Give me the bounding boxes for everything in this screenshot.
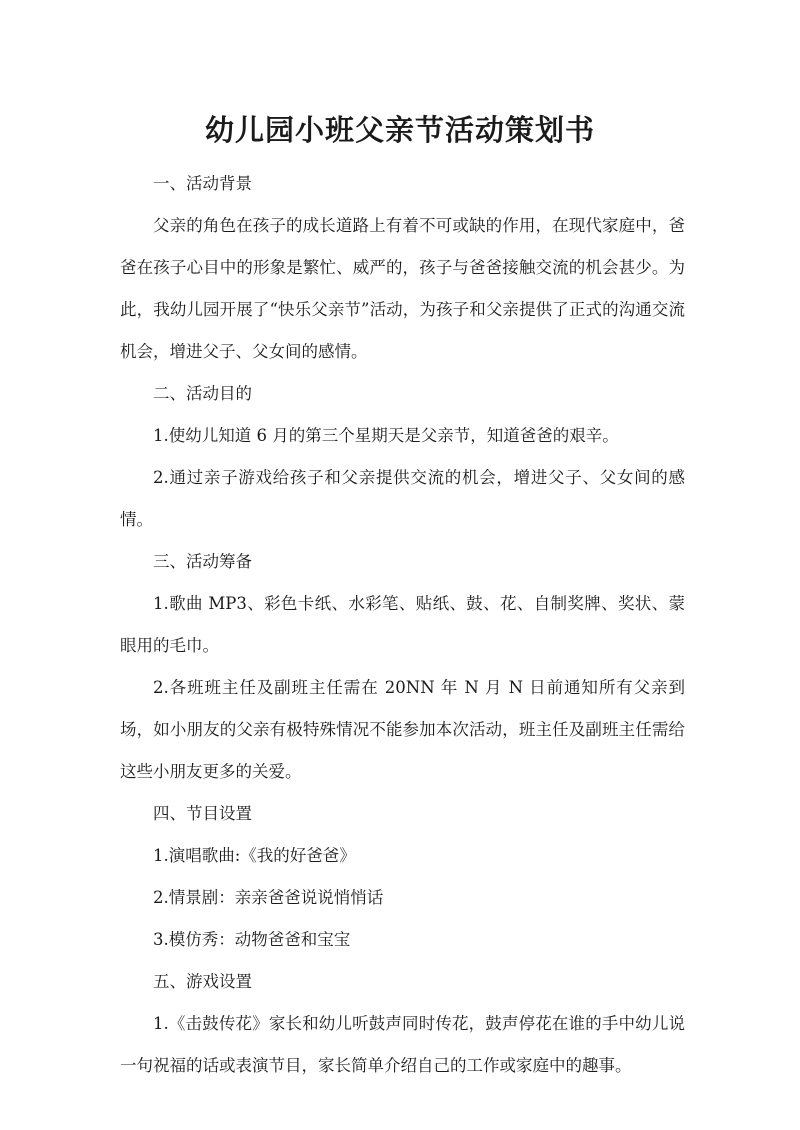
preparation-item-2: 2.各班班主任及副班主任需在 20NN 年 N 月 N 日前通知所有父亲到场，如小朋友的父亲有极特殊情况不能参加本次活动，班主任及副班主任需给这些小朋友更多的关爱。 — [120, 678, 685, 781]
document-title: 幼儿园小班父亲节活动策划书 — [204, 113, 595, 147]
background-paragraph: 父亲的角色在孩子的成长道路上有着不可或缺的作用，在现代家庭中，爸爸在孩子心目中的形象是繁忙、威严的，孩子与爸爸接触交流的机会甚少。为此，我幼儿园开展了“快乐父亲节”活动，为孩子和父亲提供了正式的沟通交流机会，增进父子、父女间的感情。 — [120, 216, 685, 361]
preparation-item-1: 1.歌曲 MP3、彩色卡纸、水彩笔、贴纸、鼓、花、自制奖牌、奖状、蒙眼用的毛巾。 — [120, 594, 685, 655]
section-heading-background: 一、活动背景 — [153, 174, 252, 193]
goals-item-1: 1.使幼儿知道 6 月的第三个星期天是父亲节，知道爸爸的艰辛。 — [153, 426, 619, 445]
document-body — [120, 163, 685, 1087]
section-heading-goals: 二、活动目的 — [153, 384, 252, 403]
games-item-1: 1.《击鼓传花》家长和幼儿听鼓声同时传花，鼓声停花在谁的手中幼儿说一句祝福的话或表演节目，家长简单介绍自己的工作或家庭中的趣事。 — [120, 1014, 685, 1075]
section-heading-program: 四、节目设置 — [153, 804, 252, 823]
program-item-1: 1.演唱歌曲:《我的好爸爸》 — [153, 846, 356, 865]
section-heading-games: 五、游戏设置 — [153, 972, 252, 991]
goals-item-2: 2.通过亲子游戏给孩子和父亲提供交流的机会，增进父子、父女间的感情。 — [120, 468, 685, 529]
section-heading-preparation: 三、活动筹备 — [153, 552, 252, 571]
program-item-2: 2.情景剧：亲亲爸爸说说悄悄话 — [153, 888, 384, 907]
program-item-3: 3.模仿秀：动物爸爸和宝宝 — [153, 930, 351, 949]
